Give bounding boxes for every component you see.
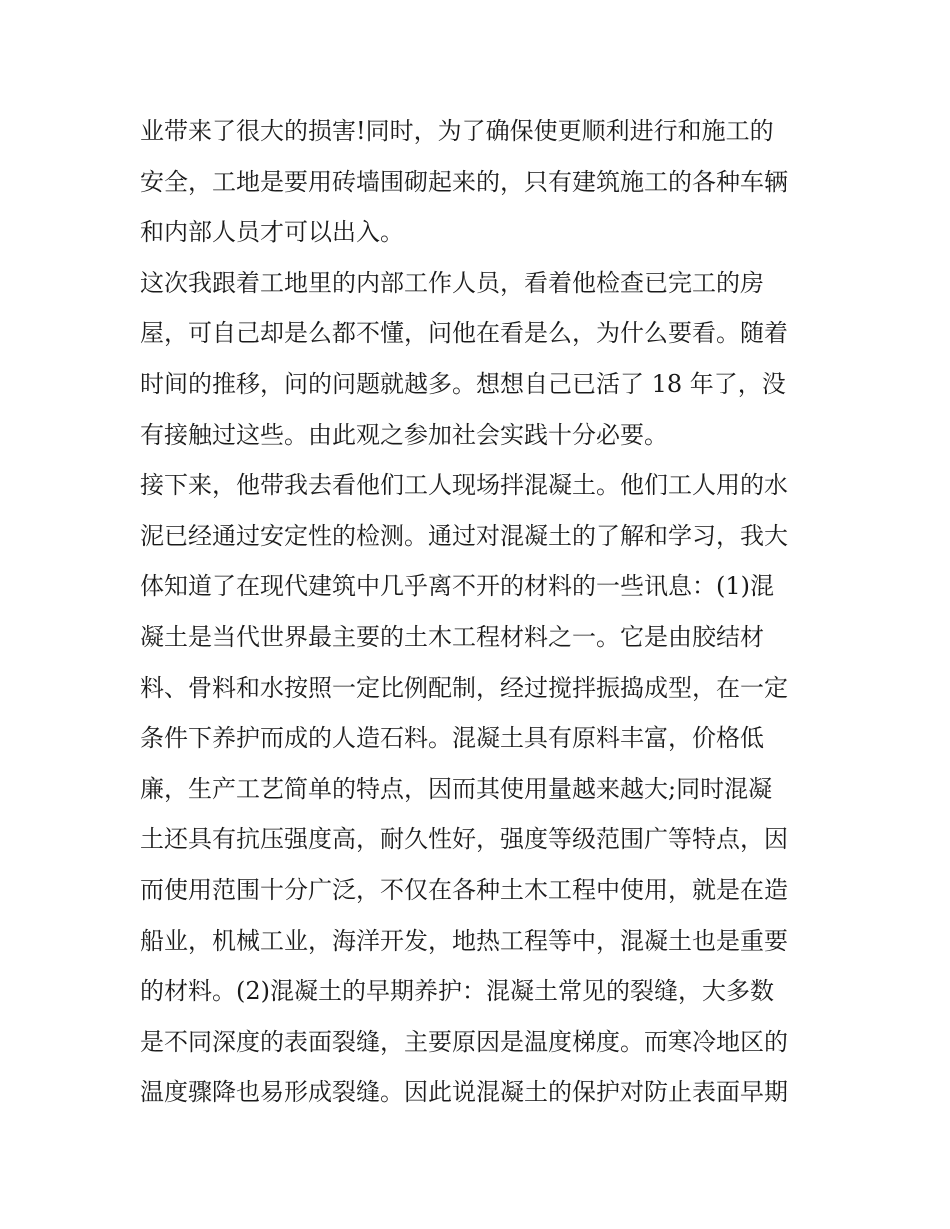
text-line: 土还具有抗压强度高，耐久性好，强度等级范围广等特点，因: [140, 825, 788, 854]
text-line: 安全，工地是要用砖墙围砌起来的，只有建筑施工的各种车辆: [140, 167, 788, 196]
text-line: 有接触过这些。由此观之参加社会实践十分必要。: [140, 420, 668, 449]
text-line: 温度骤降也易形成裂缝。因此说混凝土的保护对防止表面早期: [140, 1078, 788, 1107]
text-line: 的材料。(2)混凝土的早期养护：混凝土常见的裂缝，大多数: [140, 977, 774, 1006]
text-line: 屋，可自己却是么都不懂，问他在看是么，为什么要看。随着: [140, 319, 788, 348]
text-line: 时间的推移，问的问题就越多。想想自己已活了 18 年了，没: [140, 369, 786, 398]
text-line: 廉，生产工艺简单的特点，因而其使用量越来越大;同时混凝: [140, 774, 773, 803]
text-line: 和内部人员才可以出入。: [140, 218, 404, 247]
text-line: 业带来了很大的损害!同时，为了确保使更顺利进行和施工的: [140, 117, 774, 145]
text-line: 而使用范围十分广泛，不仅在各种土木工程中使用，就是在造: [140, 875, 788, 904]
text-line: 料、骨料和水按照一定比例配制，经过搅拌振捣成型，在一定: [140, 673, 788, 702]
text-line: 船业，机械工业，海洋开发，地热工程等中，混凝土也是重要: [140, 926, 788, 955]
text-line: 是不同深度的表面裂缝，主要原因是温度梯度。而寒冷地区的: [140, 1027, 788, 1056]
text-line: 体知道了在现代建筑中几乎离不开的材料的一些讯息：(1)混: [140, 572, 774, 601]
body-text: [140, 106, 820, 1118]
text-line: 这次我跟着工地里的内部工作人员，看着他检查已完工的房: [140, 268, 764, 297]
text-line: 凝土是当代世界最主要的土木工程材料之一。它是由胶结材: [140, 622, 764, 651]
text-line: 接下来，他带我去看他们工人现场拌混凝土。他们工人用的水: [140, 471, 788, 500]
text-line: 条件下养护而成的人造石料。混凝土具有原料丰富，价格低: [140, 724, 764, 753]
text-line: 泥已经通过安定性的检测。通过对混凝土的了解和学习，我大: [140, 521, 788, 550]
